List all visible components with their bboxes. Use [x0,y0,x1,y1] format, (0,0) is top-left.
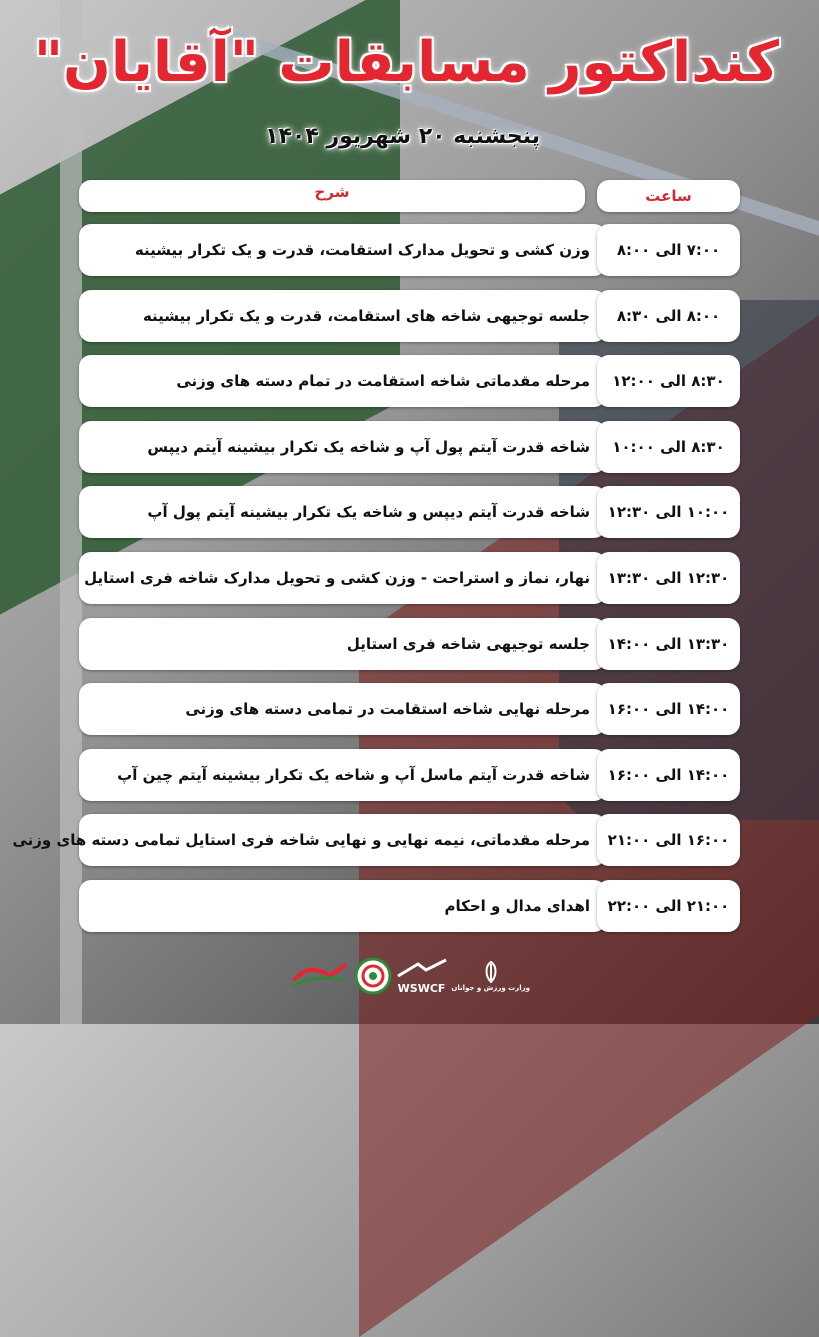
schedule-row [79,618,740,670]
schedule-row [79,683,740,735]
association-emblem-icon [290,958,350,994]
schedule-row [79,224,740,276]
schedule-row [79,552,740,604]
schedule-time: ۱۴:۰۰ الی ۱۶:۰۰ [597,749,740,801]
federation-emblem-icon [354,957,392,995]
schedule-time: ۱۲:۳۰ الی ۱۳:۳۰ [597,552,740,604]
schedule-row [79,355,740,407]
schedule-row [79,290,740,342]
schedule-time: ۱۴:۰۰ الی ۱۶:۰۰ [597,683,740,735]
schedule-description: اهدای مدال و احکام [79,880,606,932]
wswcf-logo [396,958,448,995]
schedule-description: شاخه قدرت آیتم دیپس و شاخه یک تکرار بیشینه آیتم پول آپ [79,486,606,538]
schedule-description: مرحله نهایی شاخه استقامت در تمامی دسته های وزنی [79,683,606,735]
event-date: پنجشنبه ۲۰ شهریور ۱۴۰۴ [265,124,540,149]
schedule-description: شاخه قدرت آیتم ماسل آپ و شاخه یک تکرار بیشینه آیتم چین آپ [79,749,606,801]
schedule-description: نهار، نماز و استراحت - وزن کشی و تحویل مدارک شاخه فری استایل [79,552,606,604]
schedule-description: جلسه توجیهی شاخه فری استایل [79,618,606,670]
logo-strip [290,948,530,1004]
schedule-time: ۷:۰۰ الی ۸:۰۰ [597,224,740,276]
header-time: ساعت [597,180,740,212]
wswcf-label: WSWCF [397,981,446,995]
schedule-time: ۸:۳۰ الی ۱۲:۰۰ [597,355,740,407]
schedule-row [79,421,740,473]
schedule-row [79,749,740,801]
schedule-description: مرحله مقدماتی، نیمه نهایی و نهایی شاخه فری استایل تمامی دسته های وزنی [79,814,606,866]
schedule-time: ۱۳:۳۰ الی ۱۴:۰۰ [597,618,740,670]
schedule-row [79,880,740,932]
wswcf-emblem-icon [396,958,448,982]
schedule-description: وزن کشی و تحویل مدارک استقامت، قدرت و یک تکرار بیشینه [79,224,606,276]
page-title: کنداکتور مسابقات "آقایان" [33,30,779,95]
schedule-time: ۱۰:۰۰ الی ۱۲:۳۰ [597,486,740,538]
schedule-row [79,486,740,538]
schedule-description: جلسه توجیهی شاخه های استقامت، قدرت و یک تکرار بیشینه [79,290,606,342]
schedule-description: شاخه قدرت آیتم پول آپ و شاخه یک تکرار بیشینه آیتم دیپس [79,421,606,473]
header-description: شرح [79,180,585,212]
federation-logo [354,957,392,995]
ministry-label: وزارت ورزش و جوانان [451,984,530,992]
ministry-emblem-icon [479,960,503,984]
schedule-description: مرحله مقدماتی شاخه استقامت در تمام دسته های وزنی [79,355,606,407]
schedule-time: ۸:۳۰ الی ۱۰:۰۰ [597,421,740,473]
schedule-row [12,814,740,866]
ministry-logo [451,960,530,992]
schedule-time: ۱۶:۰۰ الی ۲۱:۰۰ [597,814,740,866]
schedule-time: ۲۱:۰۰ الی ۲۲:۰۰ [597,880,740,932]
schedule-time: ۸:۰۰ الی ۸:۳۰ [597,290,740,342]
association-logo [290,958,350,994]
